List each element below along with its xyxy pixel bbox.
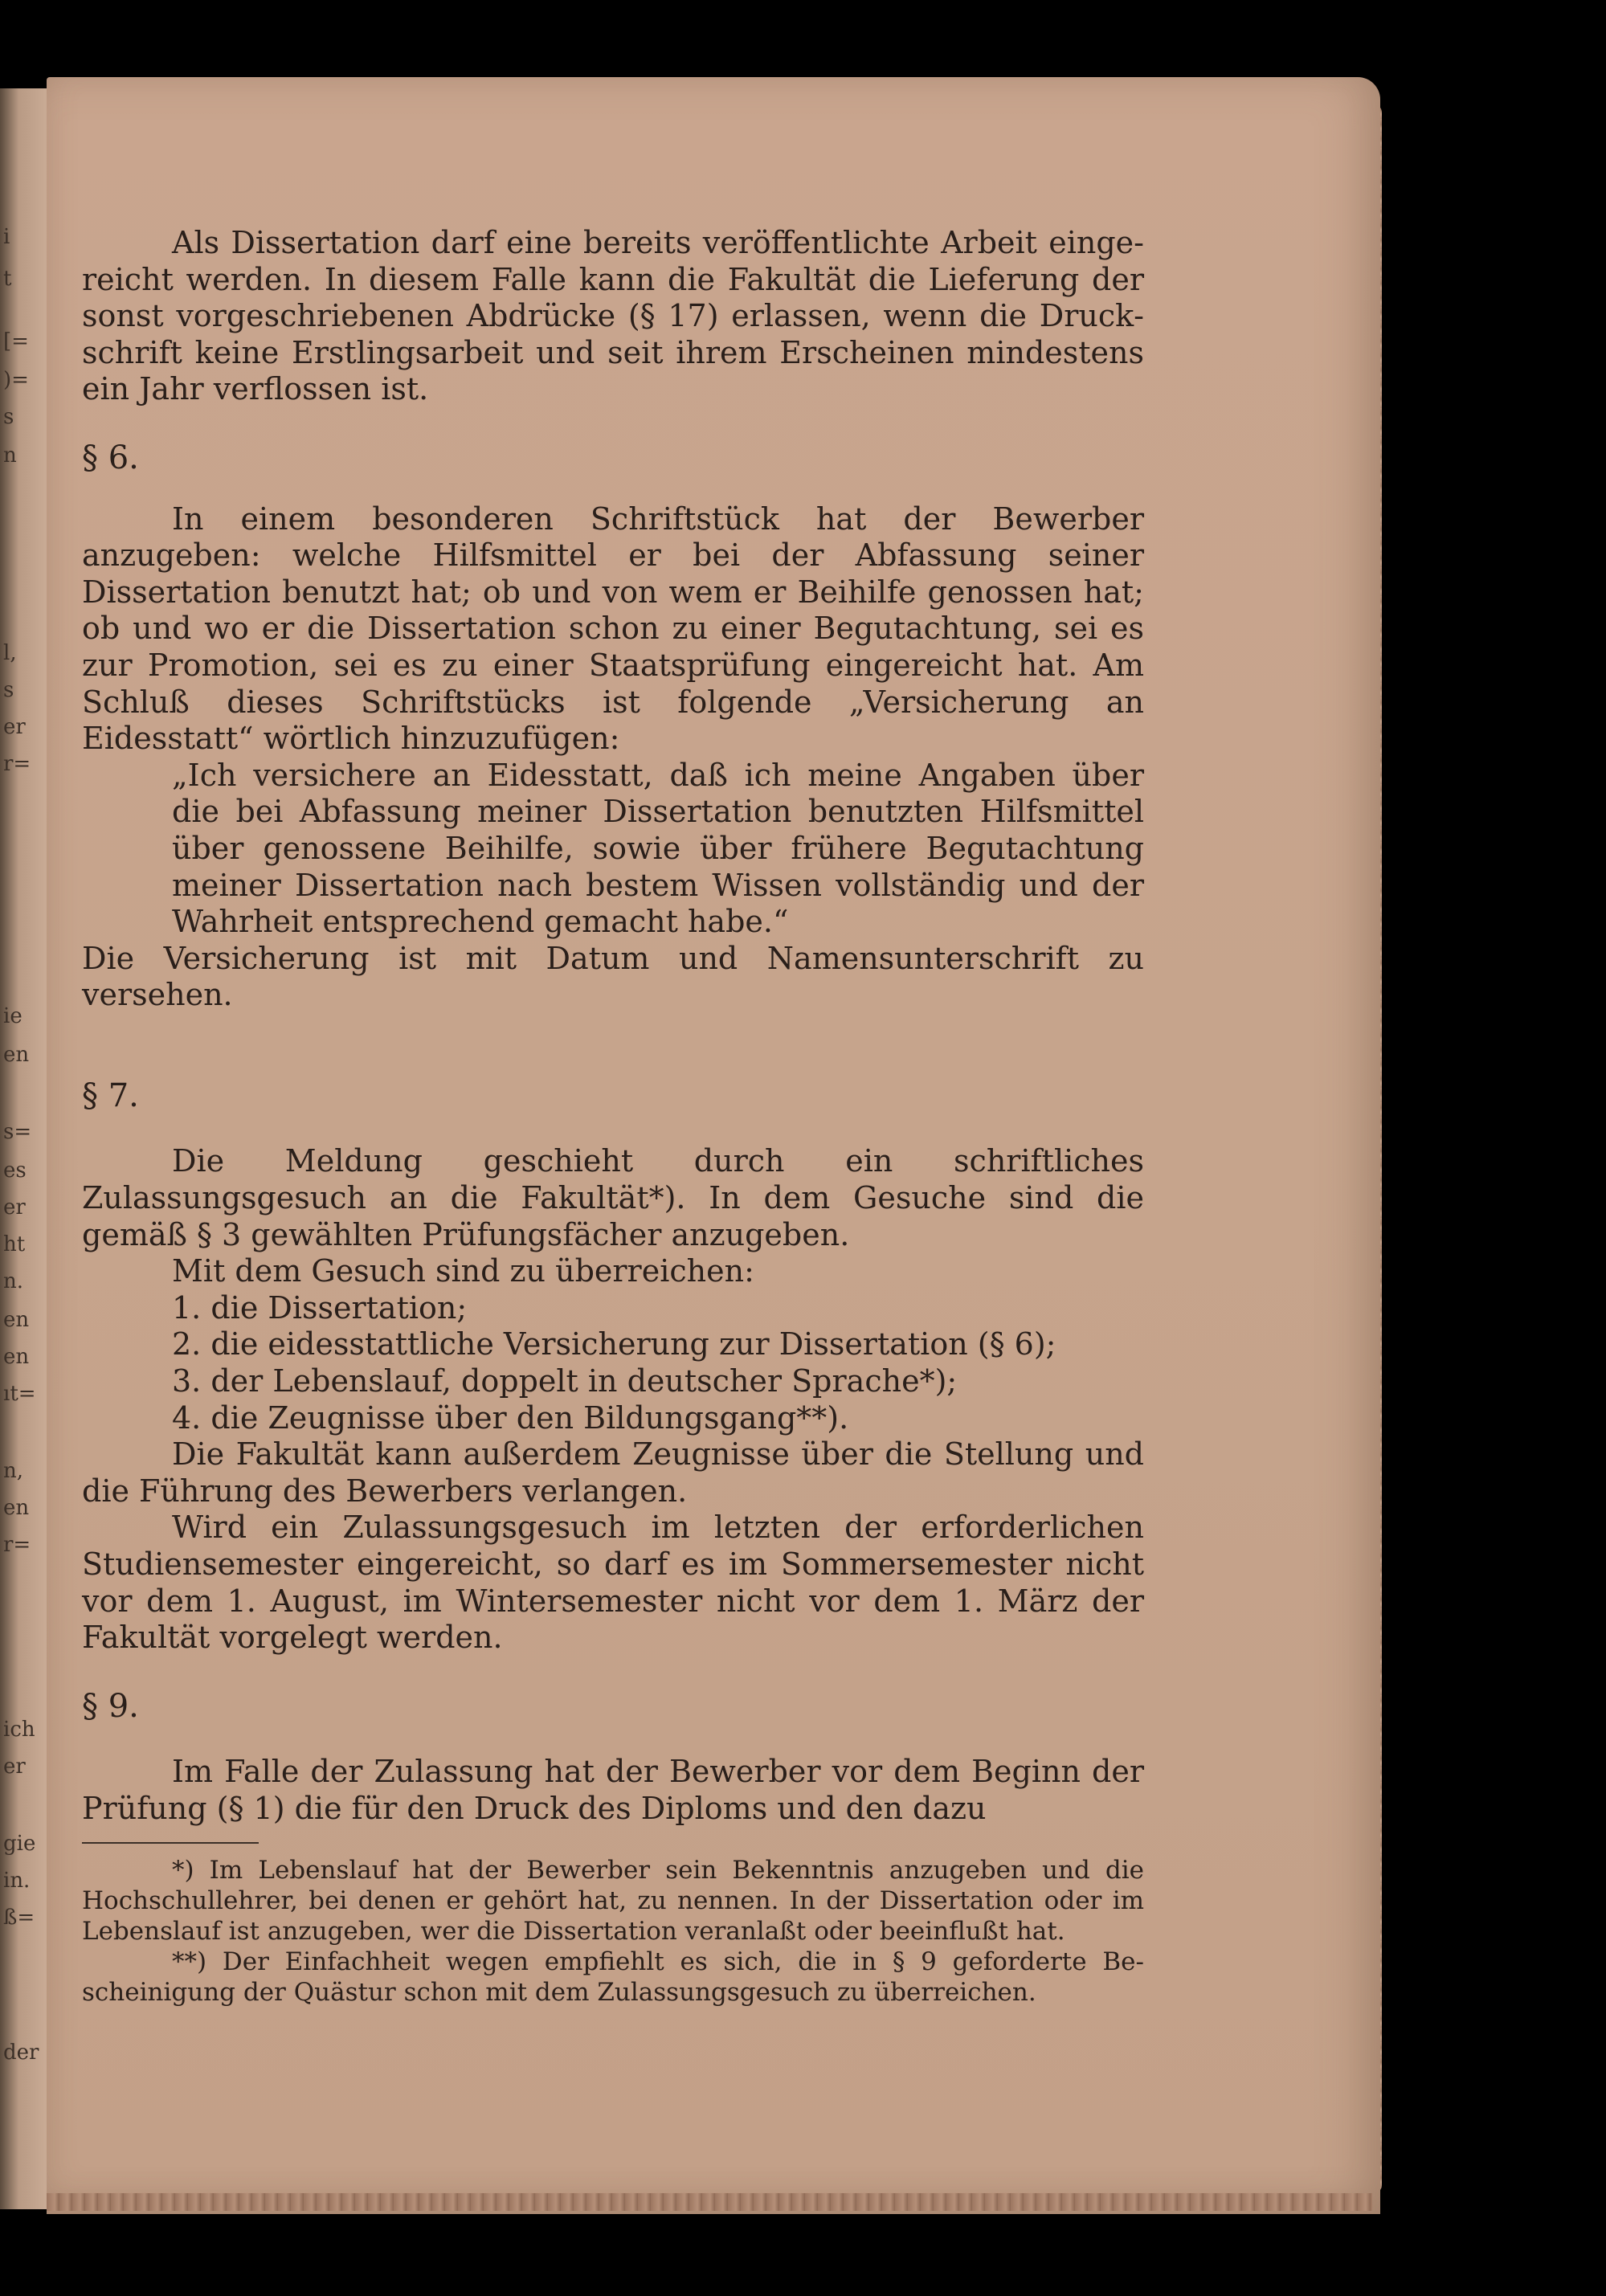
list-item: 4. die Zeugnisse über den Bildungsgang**). <box>172 1399 849 1436</box>
page-content <box>82 225 1144 2008</box>
section-6-closing: Die Versicherung ist mit Datum und Namensunterschrift zu versehen. <box>82 940 1144 1013</box>
margin-fragment: en <box>3 1308 30 1332</box>
list-item: 1. die Dissertation; <box>172 1289 468 1326</box>
list-item: 3. der Lebenslauf, doppelt in deutscher Sprache*); <box>172 1363 958 1399</box>
margin-fragment: en <box>3 1496 30 1520</box>
section-9-heading: § 9. <box>82 1687 139 1725</box>
footnote-divider <box>82 1842 259 1844</box>
section-7-list-intro: Mit dem Gesuch sind zu überreichen: <box>172 1253 754 1289</box>
left-page-fragments <box>0 88 40 2209</box>
margin-fragment: ß= <box>3 1906 35 1930</box>
section-7-heading: § 7. <box>82 1077 139 1114</box>
margin-fragment: n, <box>3 1459 24 1483</box>
margin-fragment: ich <box>3 1718 35 1742</box>
paragraph: Als Dissertation darf eine bereits veröffentlichte Arbeit eingereicht werden. In diesem Falle kann die Fakultät die Lieferung der sonst vorgeschriebenen Abdrücke (§ 17) erlassen, wenn die Druckschrift keine Erstlingsarbeit und seit ihrem Erscheinen mindestens ein Jahr verflossen ist. <box>82 225 1144 407</box>
margin-fragment: i <box>3 225 10 249</box>
footnote: **) Der Einfachheit wegen empfiehlt es sich, die in § 9 geforderte Bescheinigung der Quästur schon mit dem Zulassungsgesuch zu überreichen. <box>82 1947 1144 2007</box>
section-7-paragraph: Die Fakultät kann außerdem Zeugnisse über die Stellung und die Führung des Bewerbers verlangen. <box>82 1436 1144 1509</box>
section-6-intro: In einem besonderen Schriftstück hat der Bewerber anzugeben: welche Hilfsmittel er bei der Abfassung seiner Dissertation benutzt hat; ob und von wem er Beihilfe genossen hat; ob und wo er die Dissertation schon zu einer Begutachtung, sei es zur Promotion, sei es zu einer Staatsprüfung eingereicht hat. Am Schluß dieses Schriftstücks ist folgende „Versicherung an Eidesstatt“ wörtlich hinzuzufügen: <box>82 500 1144 757</box>
margin-fragment: s <box>3 405 14 429</box>
margin-fragment: gie <box>3 1832 36 1856</box>
margin-fragment: t <box>3 267 12 291</box>
margin-fragment: n. <box>3 1269 24 1293</box>
margin-fragment: ht <box>3 1232 26 1256</box>
left-page-edge <box>0 88 47 2209</box>
affidavit-quote: „Ich versichere an Eidesstatt, daß ich meine Angaben über die bei Abfassung meiner Dissertation benutzten Hilfsmittel über genossene Beihilfe, sowie über frühere Begutachtung meiner Dissertation nach bestem Wissen vollständig und der Wahrheit entsprechend gemacht habe.“ <box>172 757 1144 940</box>
margin-fragment: n <box>3 443 17 468</box>
margin-fragment: in. <box>3 1869 31 1893</box>
margin-fragment: r= <box>3 1533 31 1557</box>
margin-fragment: l, <box>3 641 17 665</box>
margin-fragment: er <box>3 1755 26 1779</box>
margin-fragment: es <box>3 1158 27 1183</box>
margin-fragment: [= <box>3 329 29 353</box>
footnotes <box>82 1855 1144 2008</box>
section-7-paragraph: Wird ein Zulassungsgesuch im letzten der erforderlichen Studiensemester eingereicht, so darf es im Sommersemester nicht vor dem 1. August, im Wintersemester nicht vor dem 1. März der Fakultät vorgelegt werden. <box>82 1510 1144 1656</box>
margin-fragment: s <box>3 678 14 702</box>
margin-fragment: er <box>3 1195 26 1219</box>
list-item: 2. die eidesstattliche Versicherung zur Dissertation (§ 6); <box>172 1326 1056 1362</box>
margin-fragment: )= <box>3 368 29 392</box>
footnote: *) Im Lebenslauf hat der Bewerber sein Bekenntnis anzugeben und die Hochschullehrer, bei denen er gehört hat, zu nennen. In der Dissertation oder im Lebenslauf ist anzugeben, wer die Dissertation veranlaßt oder beeinflußt hat. <box>82 1855 1144 1946</box>
margin-fragment: ie <box>3 1004 22 1028</box>
margin-fragment: r= <box>3 752 31 776</box>
margin-fragment: en <box>3 1345 30 1369</box>
section-9-intro: Im Falle der Zulassung hat der Bewerber vor dem Beginn der Prüfung (§ 1) die für den Druck des Diploms und den dazu <box>82 1754 1144 1826</box>
page-bottom-edge <box>47 2193 1372 2211</box>
margin-fragment: en <box>3 1043 30 1067</box>
margin-fragment: s= <box>3 1120 32 1144</box>
margin-fragment: ıt= <box>3 1382 36 1406</box>
section-6-heading: § 6. <box>82 439 139 476</box>
margin-fragment: der <box>3 2041 39 2065</box>
margin-fragment: er <box>3 715 26 739</box>
section-7-intro: Die Meldung geschieht durch ein schriftliches Zulassungsgesuch an die Fakultät*). In dem Gesuche sind die gemäß § 3 gewählten Prüfungsfächer anzugeben. <box>82 1143 1144 1252</box>
